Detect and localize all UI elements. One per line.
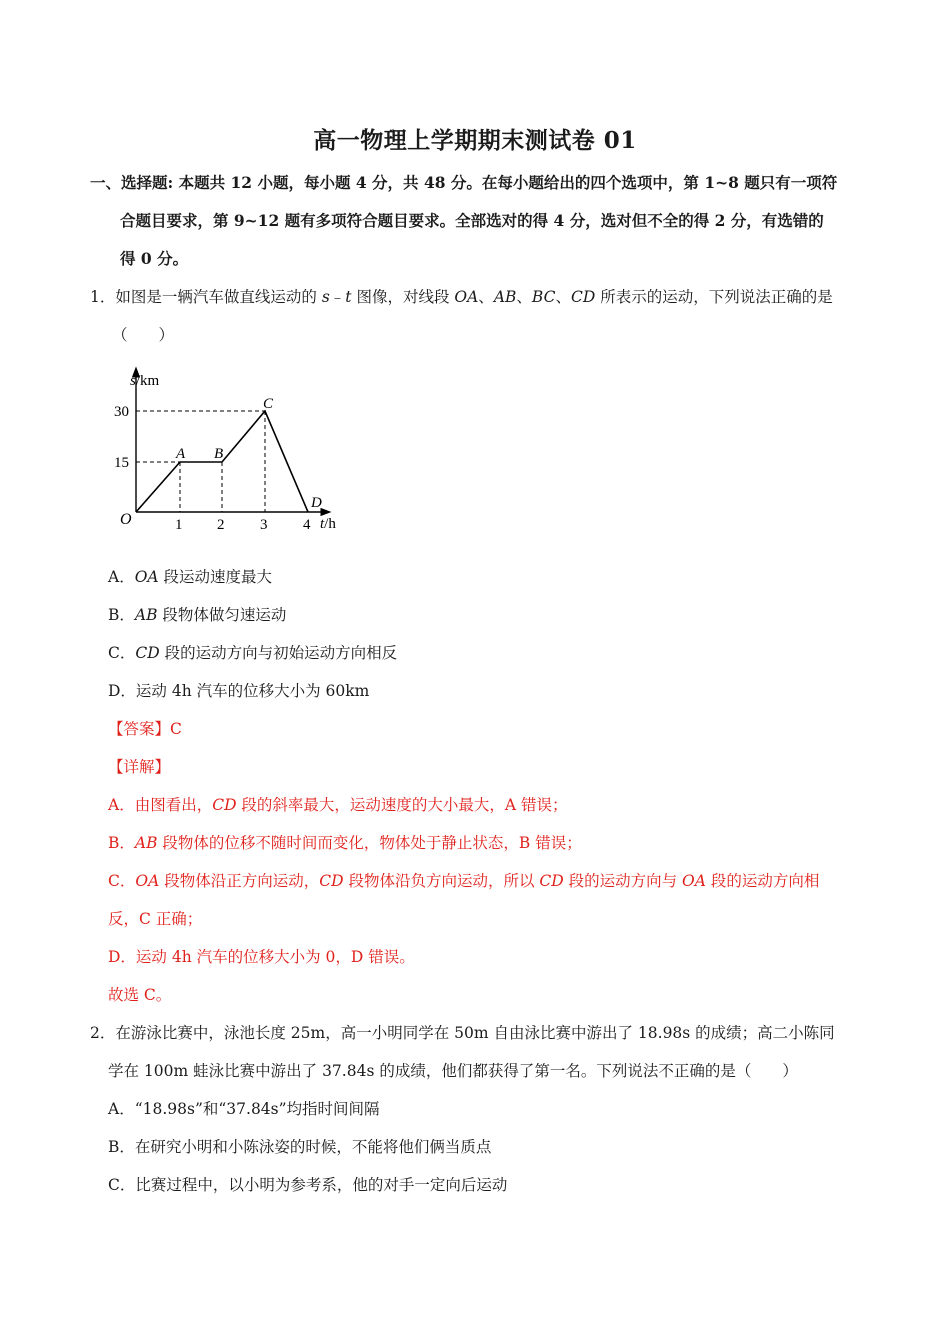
- explanation-c: C．OA 段物体沿正方向运动，CD 段物体沿负方向运动，所以 CD 段的运动方向与 OA 段的运动方向相: [108, 872, 820, 890]
- y-tick-15: 15: [114, 455, 129, 471]
- page-title: 高一物理上学期期末测试卷 01: [313, 127, 637, 154]
- explanation-d: D．运动 4h 汽车的位移大小为 0，D 错误。: [108, 948, 415, 966]
- section-instructions-line3: 得 0 分。: [120, 249, 189, 268]
- explanation-a: A．由图看出，CD 段的斜率最大，运动速度的大小最大，A 错误；: [108, 796, 568, 814]
- point-O: O: [120, 511, 132, 528]
- option-a: A．OA 段运动速度最大: [108, 568, 273, 586]
- x-tick-2: 2: [217, 517, 225, 533]
- explanation-c-cont: 反，C 正确；: [108, 910, 203, 928]
- question-2-line1: 2．在游泳比赛中，泳池长度 25m，高一小明同学在 50m 自由泳比赛中游出了 18.98s 的成绩；高二小陈同: [90, 1024, 835, 1042]
- y-tick-30: 30: [114, 404, 129, 420]
- x-tick-1: 1: [175, 517, 183, 533]
- s-t-graph: [110, 366, 350, 538]
- q2-option-b: B．在研究小明和小陈泳姿的时候，不能将他们俩当质点: [108, 1138, 492, 1156]
- x-tick-4: 4: [303, 517, 311, 533]
- explanation-label: 【详解】: [108, 758, 171, 776]
- x-axis-label: t/h: [320, 516, 336, 532]
- x-tick-3: 3: [260, 517, 268, 533]
- y-axis-label: s/km: [130, 373, 160, 389]
- question-2-line2: 学在 100m 蛙泳比赛中游出了 37.84s 的成绩，他们都获得了第一名。下列说法不正确的是（ ）: [108, 1062, 798, 1080]
- point-A: A: [176, 446, 186, 462]
- point-B: B: [214, 446, 224, 462]
- option-d: D．运动 4h 汽车的位移大小为 60km: [108, 682, 370, 700]
- q2-option-a: A．“18.98s”和“37.84s”均指时间间隔: [108, 1100, 380, 1118]
- option-c: C．CD 段的运动方向与初始运动方向相反: [108, 644, 398, 662]
- point-C: C: [263, 396, 274, 412]
- option-b: B．AB 段物体做匀速运动: [108, 606, 287, 624]
- point-D: D: [311, 495, 322, 511]
- question-1-stem: 1．如图是一辆汽车做直线运动的 s﹣t 图像，对线段 OA、AB、BC、CD 所表示的运动，下列说法正确的是: [90, 288, 833, 306]
- conclusion: 故选 C。: [108, 986, 172, 1004]
- q2-option-c: C．比赛过程中，以小明为参考系，他的对手一定向后运动: [108, 1176, 508, 1194]
- answer-parenthesis: （ ）: [112, 326, 175, 344]
- section-instructions-line1: 一、选择题: 本题共 12 小题，每小题 4 分，共 48 分。在每小题给出的四个选项中，第 1~8 题只有一项符: [90, 173, 838, 192]
- question-number: 1．: [90, 288, 116, 306]
- answer-label: 【答案】C: [108, 720, 182, 738]
- section-instructions-line2: 合题目要求，第 9~12 题有多项符合题目要求。全部选对的得 4 分，选对但不全的得 2 分，有选错的: [120, 211, 824, 230]
- explanation-b: B．AB 段物体的位移不随时间而变化，物体处于静止状态，B 错误；: [108, 834, 582, 852]
